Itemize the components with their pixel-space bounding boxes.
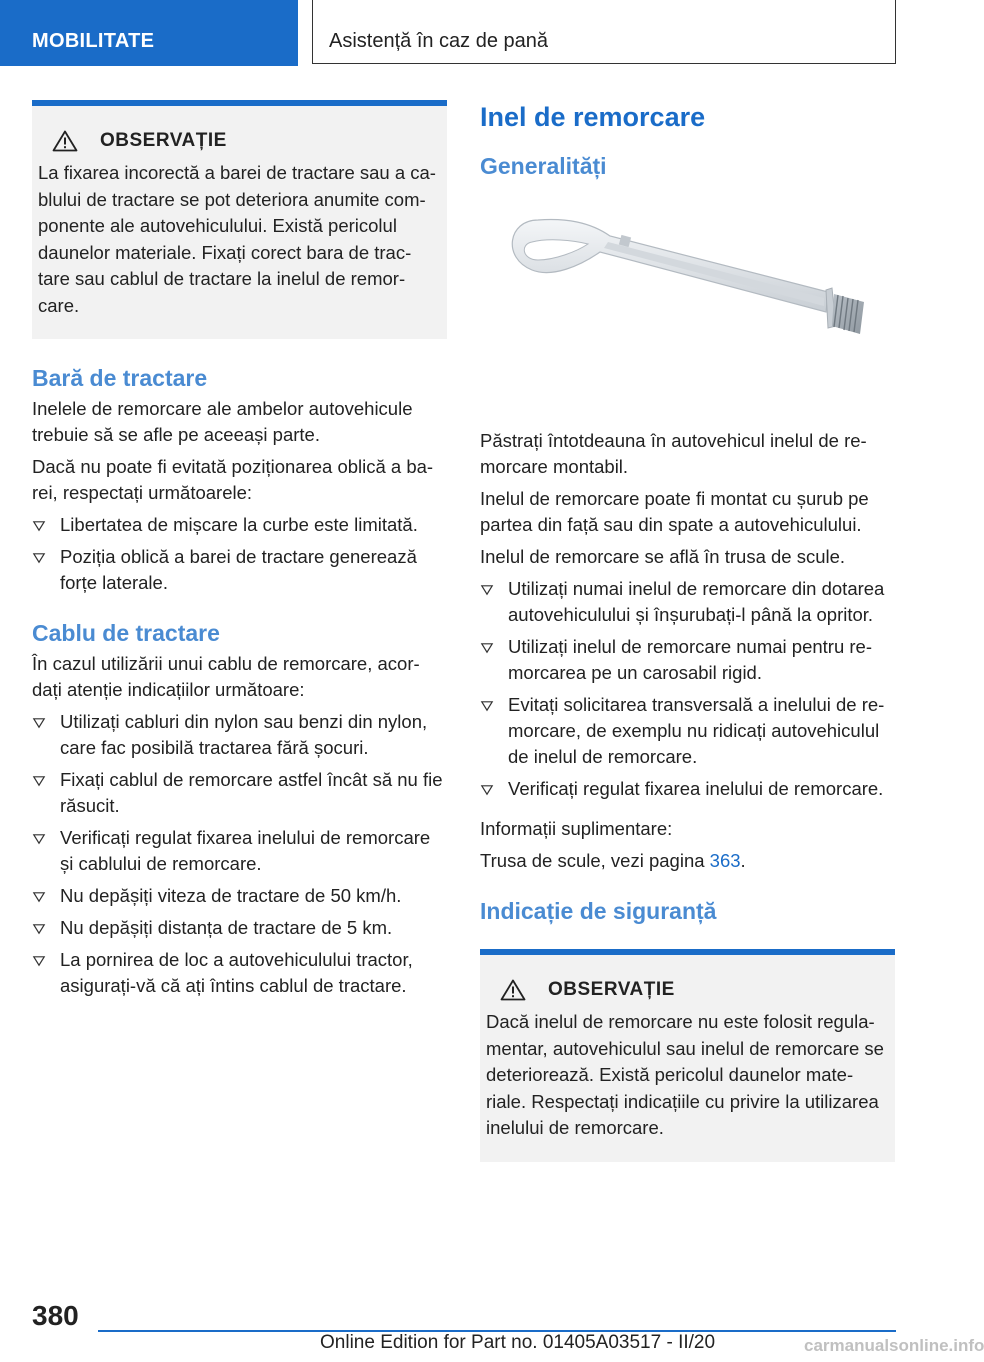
warning-triangle-icon <box>500 979 526 1001</box>
paragraph: Păstrați întotdeauna în autovehicul inelul de re-morcare montabil. <box>480 430 867 477</box>
warning-title: OBSERVAȚIE <box>548 979 675 1000</box>
paragraph: Informații suplimentare: <box>480 818 673 839</box>
bullet-triangle-icon <box>481 701 493 711</box>
heading-general: Generalități <box>480 153 607 179</box>
warning-triangle-icon <box>52 130 78 152</box>
watermark-brand: carmanualsonline.info <box>804 1336 984 1355</box>
list-item: Utilizați inelul de remorcare numai pentru re-morcarea pe un carosabil rigid. <box>480 634 895 686</box>
page-number: 380 <box>32 1300 79 1331</box>
paragraph: Trusa de scule, vezi pagina 363. <box>480 850 746 871</box>
right-column <box>480 102 895 1162</box>
chapter-title: Asistență în caz de pană <box>312 0 896 64</box>
section-tab: MOBILITATE <box>0 0 298 66</box>
list-item: Verificați regulat fixarea inelului de remorcare. <box>480 776 895 802</box>
warning-text: La fixarea incorectă a barei de tractare sau a ca-blului de tractare se pot deteriora anumite com-ponente ale autovehiculului. Există pericolul daunelor materiale. Fixați corect bara de trac-tare sau cablul de tractare la inelul de remor-care. <box>38 162 436 316</box>
towing-eye-image <box>480 180 895 420</box>
bullet-triangle-icon <box>33 834 45 844</box>
heading-tow-cable: Cablu de tractare <box>32 620 220 646</box>
warning-header <box>52 130 439 152</box>
list-item: Utilizați cabluri din nylon sau benzi din nylon, care fac posibilă tractarea fără șocuri. <box>32 709 447 761</box>
bullet-triangle-icon <box>33 718 45 728</box>
warning-title: OBSERVAȚIE <box>100 130 227 151</box>
warning-box <box>480 949 895 1162</box>
bullet-list <box>32 709 447 999</box>
page-header <box>0 0 960 66</box>
bullet-list <box>480 576 895 802</box>
paragraph: Dacă nu poate fi evitată poziționarea oblică a ba-rei, respectați următoarele: <box>32 456 434 503</box>
heading-tow-bar: Bară de tractare <box>32 365 208 391</box>
bullet-list <box>32 512 447 596</box>
list-item: Verificați regulat fixarea inelului de remorcare și cablului de remorcare. <box>32 825 447 877</box>
warning-header <box>500 979 887 1001</box>
paragraph: Inelul de remorcare se află în trusa de scule. <box>480 546 846 567</box>
list-item: Evitați solicitarea transversală a inelului de re-morcare, de exemplu nu ridicați autovehiculul de inelul de remorcare. <box>480 692 895 770</box>
bullet-triangle-icon <box>481 585 493 595</box>
warning-text: Dacă inelul de remorcare nu este folosit regula-mentar, autovehiculul sau inelul de remorcare se deteriorează. Există pericolul daunelor mate-riale. Respectați indicațiile cu privire la utilizarea inelului de remorcare. <box>486 1011 884 1138</box>
paragraph: În cazul utilizării unui cablu de remorcare, acor-dați atenție indicațiilor următoare: <box>32 653 420 700</box>
heading-safety: Indicație de siguranță <box>480 898 717 924</box>
bullet-triangle-icon <box>33 521 45 531</box>
list-item: Libertatea de mișcare la curbe este limitată. <box>32 512 447 538</box>
list-item: Fixați cablul de remorcare astfel încât să nu fie răsucit. <box>32 767 447 819</box>
warning-box <box>32 100 447 339</box>
list-item: Poziția oblică a barei de tractare generează forțe laterale. <box>32 544 447 596</box>
heading-towing-eye: Inel de remorcare <box>480 102 706 132</box>
bullet-triangle-icon <box>33 924 45 934</box>
bullet-triangle-icon <box>481 785 493 795</box>
bullet-triangle-icon <box>33 956 45 966</box>
paragraph: Inelele de remorcare ale ambelor autovehicule trebuie să se afle pe aceeași parte. <box>32 398 413 445</box>
bullet-triangle-icon <box>33 892 45 902</box>
paragraph: Inelul de remorcare poate fi montat cu șurub pe partea din față sau din spate a autovehiculului. <box>480 488 869 535</box>
towing-eye-shape <box>512 220 864 334</box>
list-item: Utilizați numai inelul de remorcare din dotarea autovehiculului și înșurubați-l până la opritor. <box>480 576 895 628</box>
list-item: Nu depășiți distanța de tractare de 5 km. <box>32 915 447 941</box>
list-item: Nu depășiți viteza de tractare de 50 km/h. <box>32 883 447 909</box>
towing-eye-illustration <box>480 180 895 420</box>
bullet-triangle-icon <box>481 643 493 653</box>
list-item: La pornirea de loc a autovehiculului tractor, asigurați-vă că ați întins cablul de tractare. <box>32 947 447 999</box>
left-column <box>32 100 447 999</box>
bullet-triangle-icon <box>33 776 45 786</box>
bullet-triangle-icon <box>33 553 45 563</box>
edition-info: Online Edition for Part no. 01405A03517 - II/20 <box>320 1332 716 1353</box>
page-reference-link[interactable]: 363 <box>709 850 741 871</box>
